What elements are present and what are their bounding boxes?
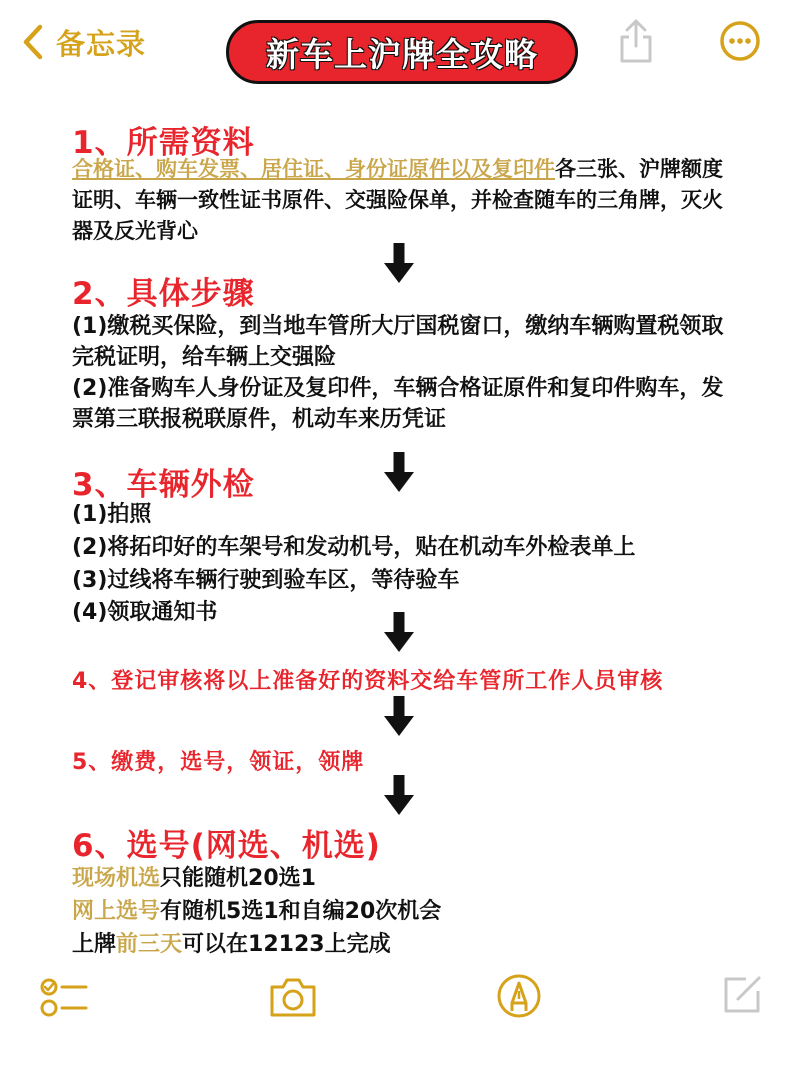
section-3-heading: 3、车辆外检 [72, 467, 255, 503]
section-1-heading: 1、所需资料 [72, 125, 255, 161]
camera-icon [268, 975, 318, 1019]
section-3-item-1: (1)拍照 [72, 502, 152, 527]
down-arrow-icon [384, 452, 414, 492]
section-3-item-3: (3)过线将车辆行驶到验车区，等待验车 [72, 568, 460, 593]
section-6-line-3-rest: 可以在12123上完成 [182, 932, 391, 957]
camera-button[interactable] [268, 975, 318, 1023]
section-2-item-2: (2)准备购车人身份证及复印件，车辆合格证原件和复印件购车，发票第三联报税联原件，机动车来历凭证 [72, 376, 724, 432]
markup-pen-icon [496, 973, 542, 1019]
back-chevron-icon [22, 24, 44, 60]
markup-button[interactable] [496, 973, 542, 1023]
section-1-highlight: 合格证、购车发票、居住证、身份证原件以及复印件 [72, 157, 555, 181]
top-nav-bar [0, 0, 800, 90]
checklist-button[interactable] [40, 977, 90, 1023]
down-arrow-icon [384, 696, 414, 736]
section-4-heading: 4、登记审核将以上准备好的资料交给车管所工作人员审核 [72, 669, 664, 694]
section-3-item-4: (4)领取通知书 [72, 600, 218, 625]
more-button[interactable] [719, 20, 761, 66]
share-icon [616, 16, 656, 66]
section-5-heading: 5、缴费，选号，领证，领牌 [72, 750, 365, 775]
down-arrow-icon [384, 775, 414, 815]
page-title: 新车上沪牌全攻略 [226, 20, 578, 84]
section-6-line-3-start: 上牌 [72, 932, 117, 957]
section-6-line-1-highlight: 现场机选 [72, 866, 161, 891]
back-label: 备忘录 [56, 26, 147, 61]
share-button[interactable] [616, 16, 656, 70]
compose-button[interactable] [720, 973, 764, 1021]
section-6-line-2-highlight: 网上选号 [72, 899, 161, 924]
checklist-icon [40, 977, 90, 1019]
bottom-toolbar [0, 965, 800, 1045]
section-6-heading: 6、选号(网选、机选) [72, 828, 381, 864]
more-icon [719, 20, 761, 62]
section-6-line-1 [72, 863, 732, 894]
down-arrow-icon [384, 243, 414, 283]
section-3-item-2: (2)将拓印好的车架号和发动机号，贴在机动车外检表单上 [72, 535, 636, 560]
section-1-text [72, 154, 732, 247]
section-6-line-2-rest: 有随机5选1和自编20次机会 [160, 899, 442, 924]
section-6-line-1-rest: 只能随机20选1 [160, 866, 316, 891]
section-6-line-3 [72, 929, 732, 960]
section-6-line-3-highlight: 前三天 [116, 932, 183, 957]
section-2-item-1: (1)缴税买保险，到当地车管所大厅国税窗口，缴纳车辆购置税领取完税证明，给车辆上交强险 [72, 314, 724, 370]
section-1-rest: 各三张、沪牌额度证明、车辆一致性证书原件、交强险保单，并检查随车的三角牌，灭火器及反光背心 [72, 157, 723, 243]
section-6-line-2 [72, 896, 732, 927]
compose-icon [720, 973, 764, 1017]
section-2-heading: 2、具体步骤 [72, 276, 255, 312]
down-arrow-icon [384, 612, 414, 652]
back-button[interactable] [22, 20, 146, 64]
